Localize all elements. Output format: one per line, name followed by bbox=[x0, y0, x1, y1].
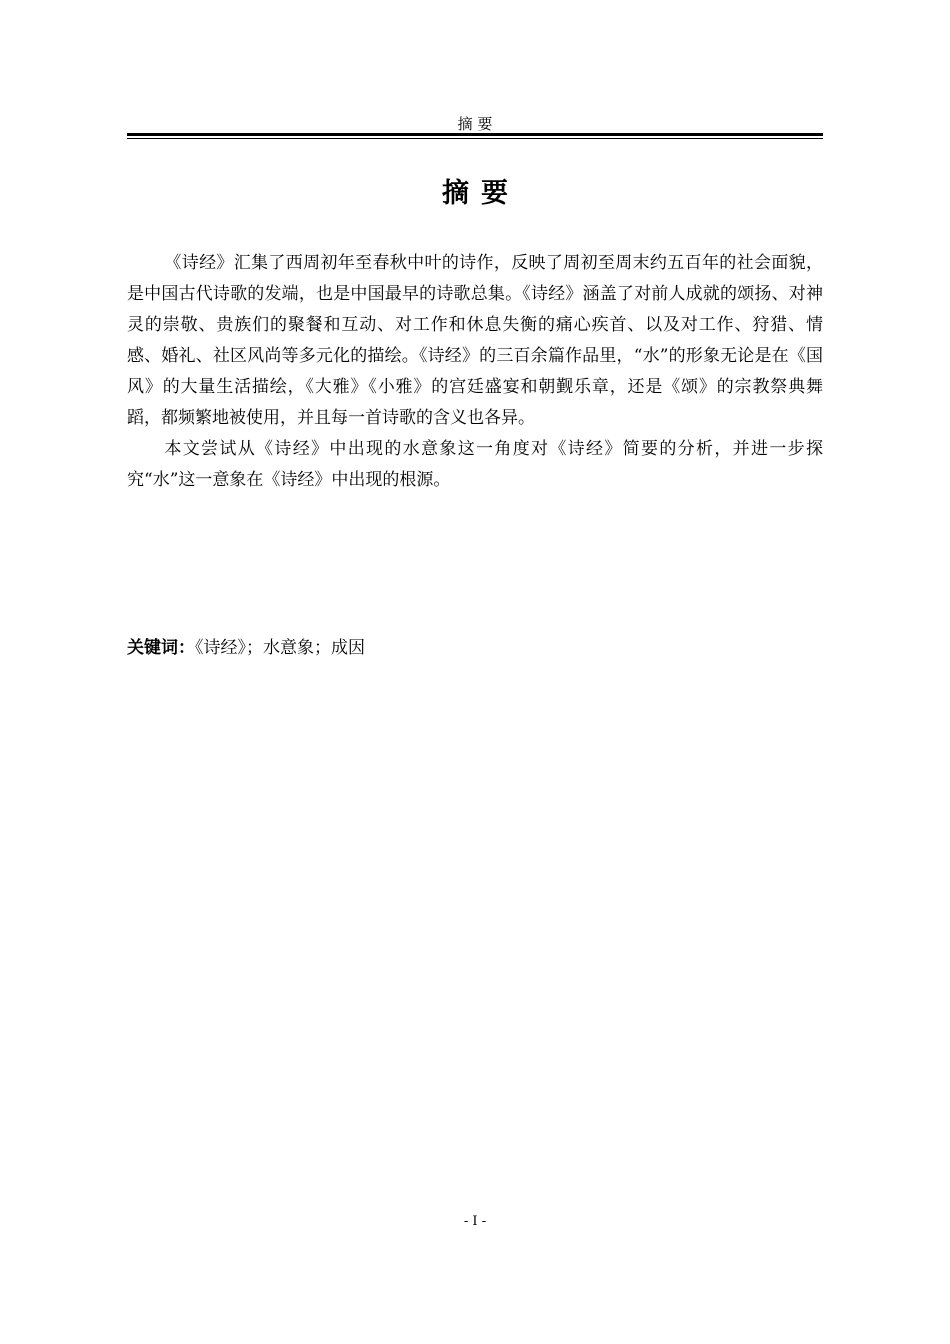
keywords-label: 关键词： bbox=[127, 638, 195, 658]
running-header: 摘 要 bbox=[457, 115, 493, 133]
page-title: 摘要 bbox=[442, 178, 520, 209]
page-number: - I - bbox=[463, 1214, 487, 1229]
keywords-value: 《诗经》；水意象；成因 bbox=[195, 638, 365, 658]
header-rule-thick bbox=[127, 133, 823, 136]
abstract-paragraph-1: 《诗经》汇集了西周初年至春秋中叶的诗作，反映了周初至周末约五百年的社会面貌，是中国古代诗歌的发端，也是中国最早的诗歌总集。《诗经》涵盖了对前人成就的颂扬、对神灵的崇敬、贵族们的聚餐和互动、对工作和休息失衡的痛心疾首、以及对工作、狩猎、情感、婚礼、社区风尚等多元化的描绘。《诗经》的三百余篇作品里，“水”的形象无论是在《国风》的大量生活描绘，《大雅》《小雅》的宫廷盛宴和朝觐乐章，还是《颂》的宗教祭典舞蹈，都频繁地被使用，并且每一首诗歌的含义也各异。 bbox=[127, 253, 823, 428]
keywords-line bbox=[127, 636, 823, 660]
abstract-paragraph-2: 本文尝试从《诗经》中出现的水意象这一角度对《诗经》简要的分析，并进一步探究“水”这一意象在《诗经》中出现的根源。 bbox=[127, 439, 823, 490]
header-rule-thin bbox=[127, 138, 823, 139]
abstract-body bbox=[127, 248, 823, 496]
header-rule bbox=[127, 133, 823, 139]
